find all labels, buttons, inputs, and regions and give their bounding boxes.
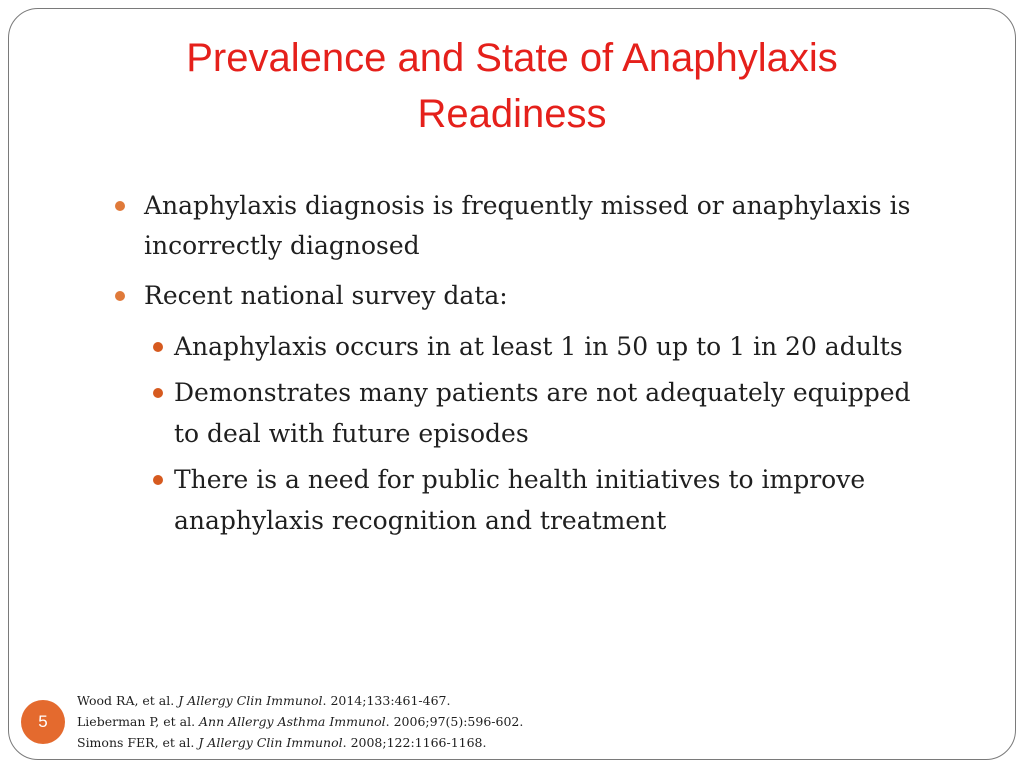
reference-line (77, 732, 523, 753)
reference-line (77, 690, 523, 711)
reference-authors: Wood RA, et al. (77, 693, 175, 708)
slide-title-line-1: Prevalence and State of Anaphylaxis (186, 36, 838, 80)
bullet-text: Anaphylaxis diagnosis is frequently missed or anaphylaxis is incorrectly diagnosed (144, 191, 911, 260)
page-number: 5 (38, 712, 48, 731)
bullet-dot-icon (115, 201, 125, 211)
bullet-list (112, 186, 932, 546)
sub-bullet-item (144, 459, 932, 541)
bullet-item (112, 186, 932, 266)
reference-line (77, 711, 523, 732)
references (77, 690, 523, 753)
page-number-badge (21, 700, 65, 744)
reference-citation: . 2006;97(5):596-602. (385, 714, 524, 729)
reference-citation: . 2008;122:1166-1168. (342, 735, 487, 750)
slide-title-line-2: Readiness (417, 92, 607, 136)
reference-journal: Ann Allergy Asthma Immunol (199, 714, 386, 729)
sub-bullet-text: Demonstrates many patients are not adequately equipped to deal with future episodes (174, 378, 911, 448)
sub-bullet-dot-icon (153, 475, 163, 485)
reference-journal: J Allergy Clin Immunol (198, 735, 343, 750)
sub-bullet-item (144, 372, 932, 454)
sub-bullet-dot-icon (153, 388, 163, 398)
reference-authors: Simons FER, et al. (77, 735, 195, 750)
bullet-dot-icon (115, 291, 125, 301)
bullet-item (112, 276, 932, 316)
reference-journal: J Allergy Clin Immunol (178, 693, 323, 708)
sub-bullet-text: There is a need for public health initiatives to improve anaphylaxis recognition and treatment (174, 465, 866, 535)
reference-authors: Lieberman P, et al. (77, 714, 196, 729)
reference-citation: . 2014;133:461-467. (322, 693, 451, 708)
sub-bullet-dot-icon (153, 342, 163, 352)
slide-title (0, 30, 1024, 142)
bullet-text: Recent national survey data: (144, 281, 508, 310)
sub-bullet-item (144, 326, 932, 367)
sub-bullet-text: Anaphylaxis occurs in at least 1 in 50 up to 1 in 20 adults (174, 332, 903, 361)
